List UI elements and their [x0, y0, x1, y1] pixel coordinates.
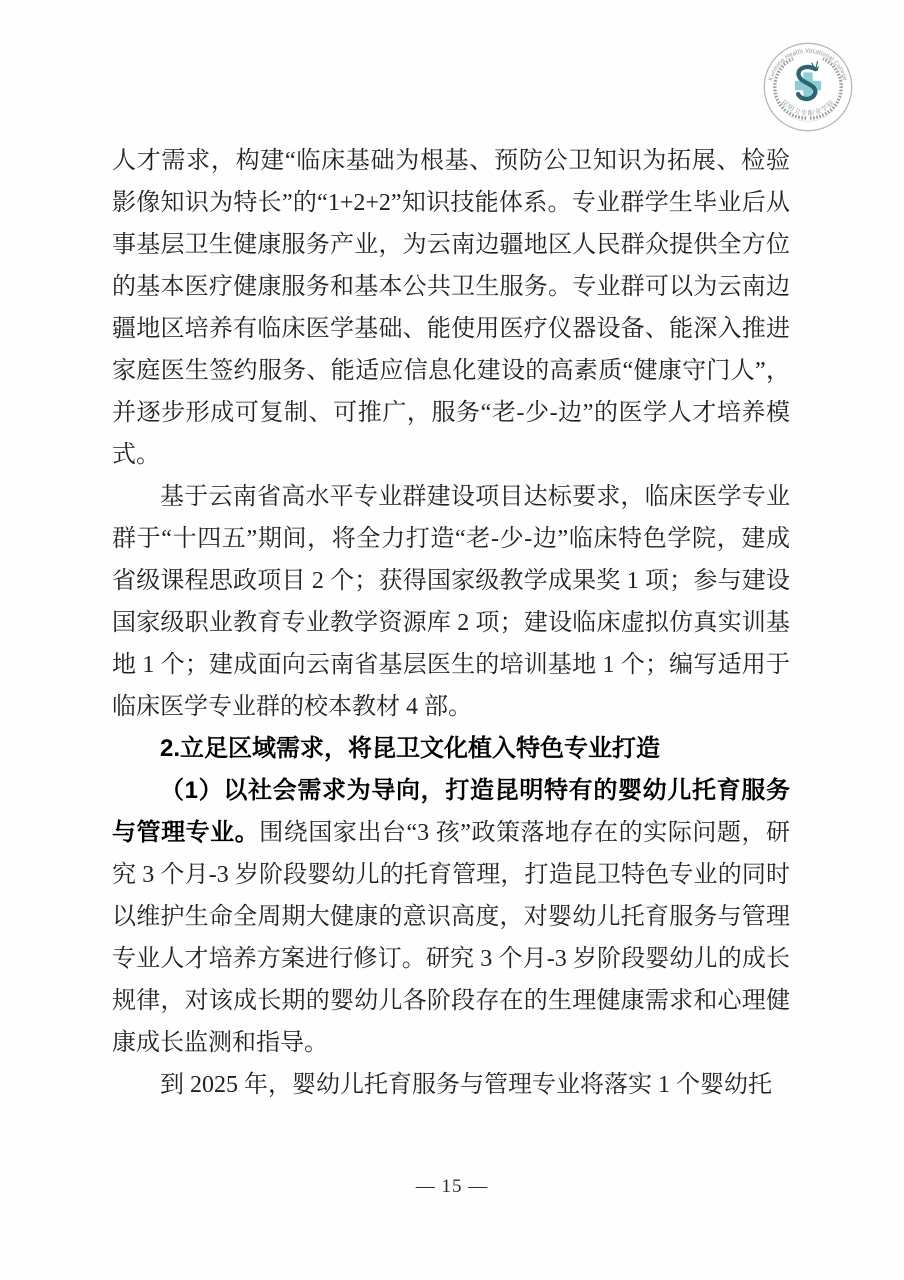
paragraph-bold-lead: （1）以社会需求为导向，打造昆明特有的婴幼儿托育服务与管理专业。 [112, 777, 790, 846]
seal-top-arc-text: Kunming Health Vocational College [768, 48, 848, 82]
paragraph-body-text: 围绕国家出台“3 孩”政策落地存在的实际问题，研究 3 个月-3 岁阶段婴幼儿的托育管理，打造昆卫特色专业的同时以维护生命全周期大健康的意识高度，对婴幼儿托育服务与管理专业人才培养方案进行修订。研究 3 个月-3 岁阶段婴幼儿的成长规律，对该成长期的婴幼儿各阶段存在的生理健康需求和心理健康成长监测和指导。 [112, 820, 790, 1056]
section-heading-2: 2.立足区域需求，将昆卫文化植入特色专业打造 [160, 735, 661, 762]
paragraph-2025-goal: 到 2025 年，婴幼儿托育服务与管理专业将落实 1 个婴幼托 [160, 1072, 772, 1098]
paragraph-nursery-program [112, 770, 790, 1064]
paragraph-province-targets: 基于云南省高水平专业群建设项目达标要求，临床医学专业群于“十四五”期间，将全力打造“老-少-边”临床特色学院，建成省级课程思政项目 2 个；获得国家级教学成果奖 1 项；参与建设国家级职业教育专业教学资源库 2 项；建设临床虚拟仿真实训基地 1 个；建成面向云南省基层医生的培训基地 1 个；编写适用于临床医学专业群的校本教材 4 部。 [112, 484, 790, 720]
college-seal-logo [761, 40, 855, 134]
paragraph-knowledge-system: 人才需求，构建“临床基础为根基、预防公卫知识为拓展、检验影像知识为特长”的“1+2+2”知识技能体系。专业群学生毕业后从事基层卫生健康服务产业，为云南边疆地区人民群众提供全方位的基本医疗健康服务和基本公共卫生服务。专业群可以为云南边疆地区培养有临床医学基础、能使用医疗仪器设备、能深入推进家庭医生签约服务、能适应信息化建设的高素质“健康守门人”，并逐步形成可复制、可推广，服务“老-少-边”的医学人才培养模式。 [112, 148, 790, 468]
page-content [112, 140, 790, 1106]
seal-bottom-arc-text: 昆明卫生职业学院 [779, 98, 837, 118]
page-footer [0, 1176, 904, 1198]
college-seal-svg [761, 40, 855, 134]
page-number: — 15 — [415, 1176, 489, 1197]
